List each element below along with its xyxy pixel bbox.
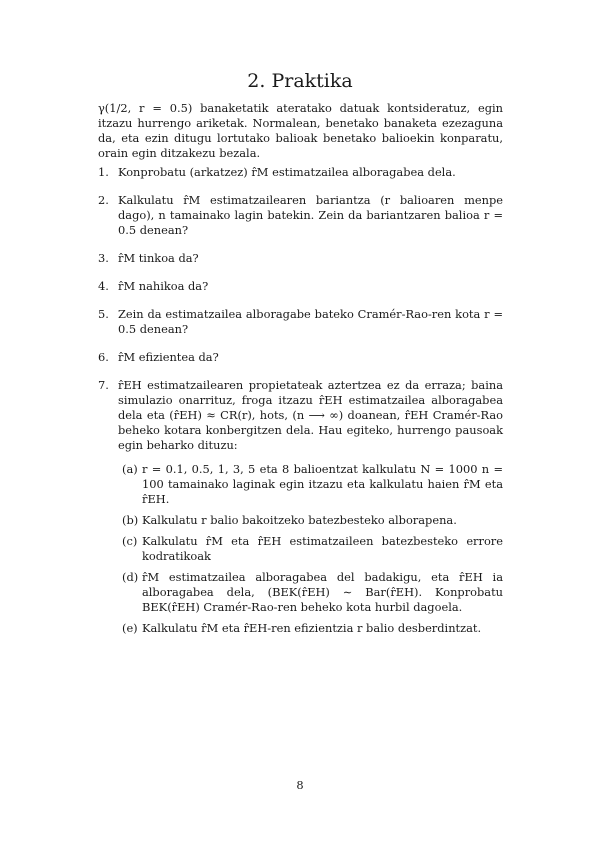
intro-paragraph: γ(1/2, r = 0.5) banaketatik ateratako datuak kontsideratuz, egin itzazu hurrengo ariketak. Normalean, benetako banaketa ezezaguna da, eta ezin ditugu lortutako balioak benetako balioekin konparatu, orain egin ditzakezu bezala. [98, 101, 503, 160]
subitem [118, 534, 503, 564]
item-number: 6. [98, 350, 109, 364]
exercise-item [98, 251, 503, 266]
subitem-text: Kalkulatu r̂M eta r̂EH estimatzaileen batezbesteko errore kodratikoak [142, 534, 503, 563]
item-number: 4. [98, 279, 109, 293]
exercise-item [98, 378, 503, 636]
item-number: 3. [98, 251, 109, 265]
subitem-label: (b) [122, 513, 139, 527]
item-text: Kalkulatu r̂M estimatzailearen bariantza (r balioaren menpe dago), n tamainako lagin batekin. Zein da bariantzaren balioa r = 0.5 denean? [118, 193, 503, 237]
subitem-text: Kalkulatu r̂M eta r̂EH-ren efizientzia r balio desberdintzat. [142, 621, 482, 635]
exercise-item [98, 279, 503, 294]
subitem-text: Kalkulatu r balio bakoitzeko batezbesteko alborapena. [142, 513, 457, 527]
item-text: r̂M nahikoa da? [118, 279, 209, 293]
exercise-list [98, 165, 503, 649]
item-text: r̂M efizientea da? [118, 350, 219, 364]
item-text: r̂M tinkoa da? [118, 251, 199, 265]
subitem [118, 462, 503, 507]
subitem [118, 570, 503, 615]
item-number: 1. [98, 165, 109, 179]
item-text: Konprobatu (arkatzez) r̂M estimatzailea alboragabea dela. [118, 165, 456, 179]
item-text: Zein da estimatzailea alboragabe bateko Cramér-Rao-ren kota r = 0.5 denean? [118, 307, 503, 336]
item-number: 5. [98, 307, 109, 321]
exercise-item [98, 350, 503, 365]
page-number: 8 [296, 778, 304, 792]
item-number: 7. [98, 378, 109, 392]
exercise-item [98, 307, 503, 337]
section-title: 2. Praktika [247, 70, 353, 92]
subitem-label: (a) [122, 462, 138, 476]
subitem-label: (c) [122, 534, 138, 548]
subitem [118, 513, 503, 528]
item-number: 2. [98, 193, 109, 207]
subitem-label: (e) [122, 621, 138, 635]
exercise-item [98, 165, 503, 180]
subitem-text: r = 0.1, 0.5, 1, 3, 5 eta 8 balioentzat kalkulatu N = 1000 n = 100 tamainako laginak egin itzazu eta kalkulatu haien r̂M eta r̂EH. [142, 462, 503, 506]
exercise-item [98, 193, 503, 238]
item-text: r̂EH estimatzailearen propietateak aztertzea ez da erraza; baina simulazio onarrituz, froga itzazu r̂EH estimatzailea alboragabea dela eta (r̂EH) ≈ CR(r), hots, (n ⟶ ∞) doanean, r̂EH Cramér-Rao beheko kotara konbergitzen dela. Hau egiteko, hurrengo pausoak egin beharko dituzu: [118, 378, 503, 452]
subitem [118, 621, 503, 636]
subitem-text: r̂M estimatzailea alboragabea del badakigu, eta r̂EH ia alboragabea dela, (BEK(r̂EH) ∼ Bar(r̂EH). Konprobatu BEK(r̂EH) Cramér-Rao-ren beheko kota hurbil dagoela. [142, 570, 503, 614]
subitem-list [118, 462, 503, 636]
subitem-label: (d) [122, 570, 139, 584]
